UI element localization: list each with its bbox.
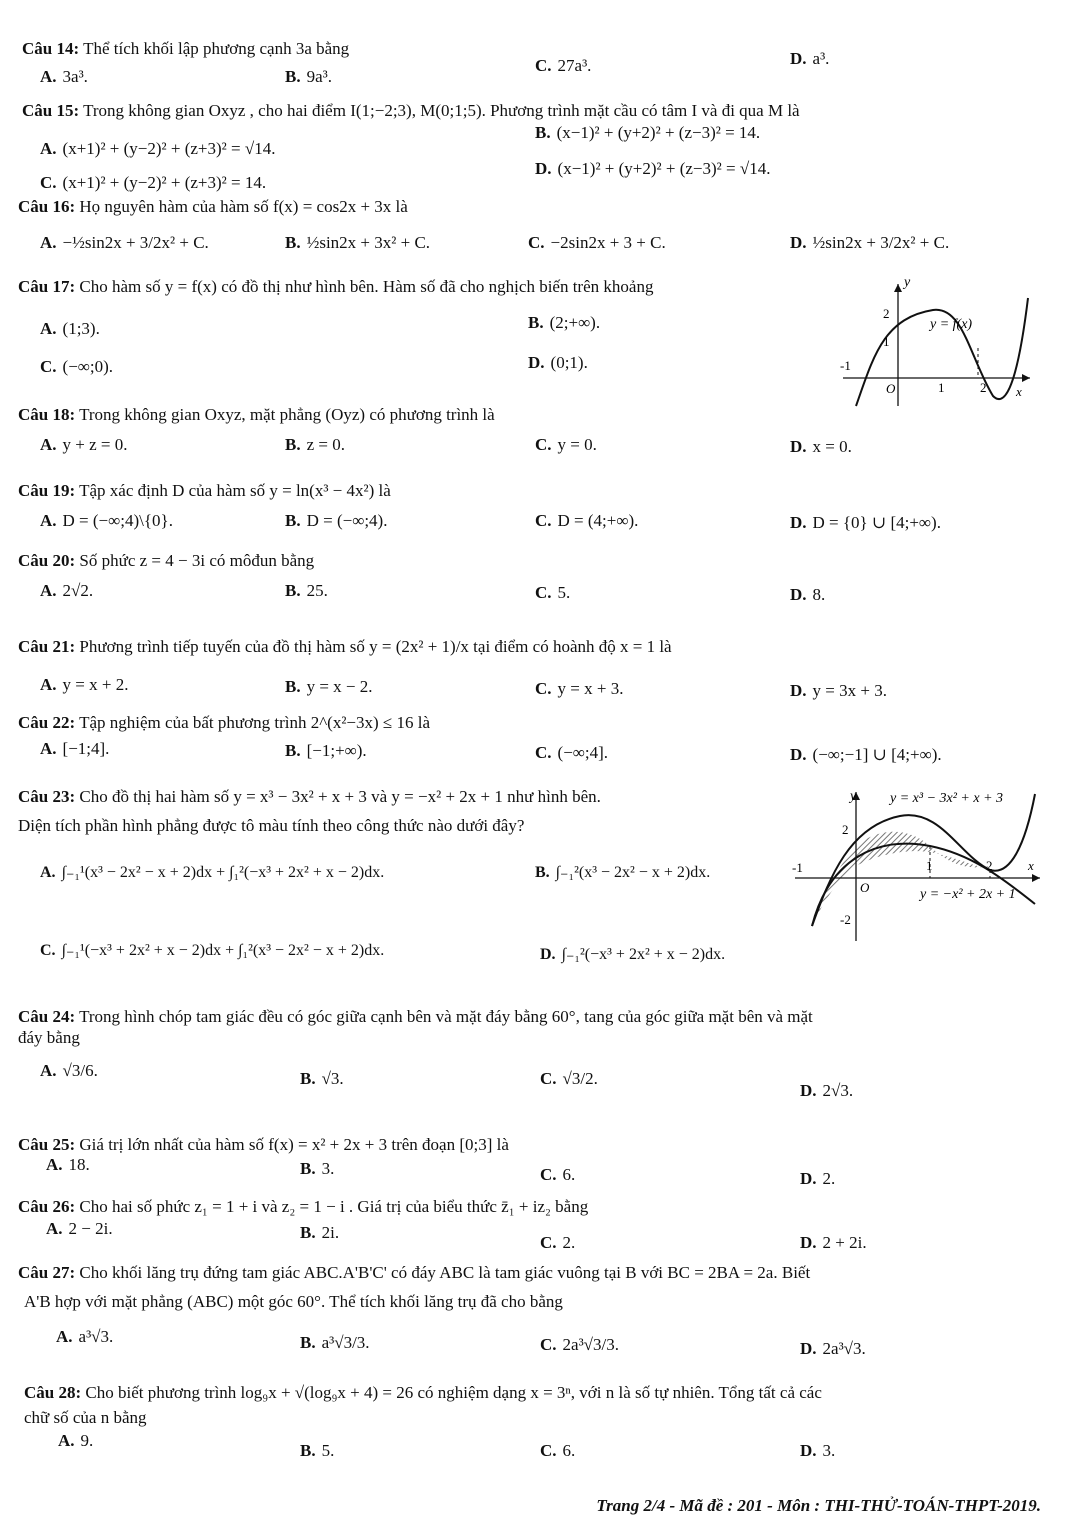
y-axis-arrow (894, 284, 902, 292)
option-d[interactable]: D. 2a³√3. (800, 1339, 866, 1358)
graph-q23 (790, 786, 1050, 946)
option-a[interactable]: A. a³√3. (56, 1327, 114, 1346)
tick-y2: 2 (842, 822, 849, 837)
option-d[interactable]: D. 3. (800, 1441, 836, 1460)
tick-y2: 2 (883, 306, 890, 321)
option-a[interactable]: A. 18. (46, 1155, 90, 1174)
option-d[interactable]: D. D = {0} ∪ [4;+∞). (790, 513, 941, 532)
question-22: Câu 22: Tập nghiệm của bất phương trình 2^(x²−3x) ≤ 16 là (18, 713, 431, 732)
option-b[interactable]: B. 25. (285, 581, 328, 600)
option-a[interactable]: A. (1;3). (40, 319, 100, 338)
question-15: Câu 15: Trong không gian Oxyz , cho hai điểm I(1;−2;3), M(0;1;5). Phương trình mặt cầu có tâm I và đi qua M là (22, 101, 800, 120)
option-a[interactable]: A. ∫₋₁¹(x³ − 2x² − x + 2)dx + ∫₁²(−x³ + 2x² + x − 2)dx. (40, 864, 385, 881)
x-label: x (1016, 384, 1022, 399)
option-a[interactable]: A. D = (−∞;4)\{0}. (40, 511, 173, 530)
page-footer: Trang 2/4 - Mã đề : 201 - Môn : THI-THỬ-TOÁN-THPT-2019. (596, 1496, 1041, 1515)
option-d[interactable]: D. x = 0. (790, 437, 852, 456)
option-d[interactable]: D. 2 + 2i. (800, 1233, 867, 1252)
option-a[interactable]: A. [−1;4]. (40, 739, 110, 758)
option-b[interactable]: B. ∫₋₁²(x³ − 2x² − x + 2)dx. (535, 864, 711, 881)
option-b[interactable]: B. ½sin2x + 3x² + C. (285, 233, 431, 252)
tick-x1: 1 (938, 380, 945, 395)
question-number: Câu 14: (22, 39, 80, 58)
option-b[interactable]: B. a³√3/3. (300, 1333, 370, 1352)
question-19: Câu 19: Tập xác định D của hàm số y = ln(x³ − 4x²) là (18, 481, 391, 500)
question-25: Câu 25: Giá trị lớn nhất của hàm số f(x) = x² + 2x + 3 trên đoạn [0;3] là (18, 1135, 509, 1154)
option-d[interactable]: D. ½sin2x + 3/2x² + C. (790, 233, 950, 252)
option-b[interactable]: B. [−1;+∞). (285, 741, 367, 760)
option-a[interactable]: A. 3a³. (40, 67, 88, 86)
option-c[interactable]: C. y = 0. (535, 435, 597, 454)
option-c[interactable]: C. (x+1)² + (y−2)² + (z+3)² = 14. (40, 173, 267, 192)
question-17: Câu 17: Cho hàm số y = f(x) có đồ thị như hình bên. Hàm số đã cho nghịch biến trên khoảng (18, 277, 654, 296)
option-d[interactable]: D. 2. (800, 1169, 836, 1188)
option-c[interactable]: C. D = (4;+∞). (535, 511, 639, 530)
option-c[interactable]: C. 5. (535, 583, 571, 602)
origin-label: O (860, 880, 870, 895)
tick-xm1: -1 (840, 358, 851, 373)
option-c[interactable]: C. ∫₋₁¹(−x³ + 2x² + x − 2)dx + ∫₁²(x³ − 2x² − x + 2)dx. (40, 942, 385, 959)
option-c[interactable]: C. −2sin2x + 3 + C. (528, 233, 666, 252)
option-a[interactable]: A. −½sin2x + 3/2x² + C. (40, 233, 209, 252)
tick-xm1: -1 (792, 860, 803, 875)
x-label: x (1028, 858, 1034, 873)
question-26: Câu 26: Cho hai số phức z₁ = 1 + i và z₂ = 1 − i . Giá trị của biểu thức z̄₁ + iz₂ bằng (18, 1197, 589, 1216)
x-axis-arrow (1032, 874, 1040, 882)
option-d[interactable]: D. (x−1)² + (y+2)² + (z−3)² = √14. (535, 159, 771, 178)
option-d[interactable]: D. ∫₋₁²(−x³ + 2x² + x − 2)dx. (540, 946, 726, 963)
option-a[interactable]: A. (x+1)² + (y−2)² + (z+3)² = √14. (40, 139, 276, 158)
option-b[interactable]: B. z = 0. (285, 435, 345, 454)
tick-x1: 1 (926, 858, 933, 873)
option-d[interactable]: D. (−∞;−1] ∪ [4;+∞). (790, 745, 942, 764)
question-24-text2: đáy bằng (18, 1028, 80, 1047)
question-18: Câu 18: Trong không gian Oxyz, mặt phẳng (Oyz) có phương trình là (18, 405, 495, 424)
bottom-label: y = −x² + 2x + 1 (920, 887, 1016, 902)
option-a[interactable]: A. y + z = 0. (40, 435, 128, 454)
option-a[interactable]: A. 9. (58, 1431, 94, 1450)
tick-ym2: -2 (840, 912, 851, 927)
option-c[interactable]: C. 6. (540, 1441, 576, 1460)
option-c[interactable]: C. (−∞;0). (40, 357, 114, 376)
question-14 (22, 38, 349, 60)
option-b[interactable]: B. 5. (300, 1441, 335, 1460)
option-c[interactable]: C. 2a³√3/3. (540, 1335, 619, 1354)
y-label: y (850, 789, 857, 804)
shaded-region (812, 832, 990, 926)
option-b[interactable]: B. (2;+∞). (528, 313, 601, 332)
option-b[interactable]: B. √3. (300, 1069, 344, 1088)
tick-y1: 1 (883, 334, 890, 349)
option-b[interactable]: B. (x−1)² + (y+2)² + (z−3)² = 14. (535, 123, 761, 142)
option-d[interactable]: D. a³. (790, 49, 830, 68)
question-28: Câu 28: Cho biết phương trình log₉x + √(log₉x + 4) = 26 có nghiệm dạng x = 3ⁿ, với n là số tự nhiên. Tổng tất cả các (24, 1383, 822, 1402)
question-24: Câu 24: Trong hình chóp tam giác đều có góc giữa cạnh bên và mặt đáy bằng 60°, tang của góc giữa mặt bên và mặt (18, 1007, 813, 1026)
option-d[interactable]: D. 8. (790, 585, 826, 604)
option-b[interactable]: B. y = x − 2. (285, 677, 373, 696)
question-20: Câu 20: Số phức z = 4 − 3i có môđun bằng (18, 551, 315, 570)
graph-q17 (838, 278, 1038, 410)
option-c[interactable]: C. 27a³. (535, 56, 592, 75)
option-a[interactable]: A. y = x + 2. (40, 675, 129, 694)
option-b[interactable]: B. 9a³. (285, 67, 332, 86)
question-28-text2: chữ số của n bằng (24, 1408, 147, 1427)
question-21: Câu 21: Phương trình tiếp tuyến của đồ thị hàm số y = (2x² + 1)/x tại điểm có hoành độ x = 1 là (18, 637, 672, 656)
question-27: Câu 27: Cho khối lăng trụ đứng tam giác ABC.A'B'C' có đáy ABC là tam giác vuông tại B với BC = 2BA = 2a. Biết (18, 1263, 811, 1282)
option-d[interactable]: D. y = 3x + 3. (790, 681, 887, 700)
question-23: Câu 23: Cho đồ thị hai hàm số y = x³ − 3x² + x + 3 và y = −x² + 2x + 1 như hình bên. (18, 787, 601, 806)
option-c[interactable]: C. √3/2. (540, 1069, 598, 1088)
option-c[interactable]: C. y = x + 3. (535, 679, 624, 698)
tick-x2: 2 (980, 380, 987, 395)
option-d[interactable]: D. (0;1). (528, 353, 588, 372)
question-text: Thể tích khối lập phương cạnh 3a bằng (83, 39, 350, 58)
option-c[interactable]: C. 6. (540, 1165, 576, 1184)
option-c[interactable]: C. 2. (540, 1233, 576, 1252)
y-label: y (904, 278, 911, 290)
question-27-text2: A'B hợp với mặt phẳng (ABC) một góc 60°. Thể tích khối lăng trụ đã cho bằng (24, 1292, 563, 1311)
option-c[interactable]: C. (−∞;4]. (535, 743, 609, 762)
option-b[interactable]: B. 3. (300, 1159, 335, 1178)
tick-x2: 2 (986, 858, 993, 873)
option-b[interactable]: B. D = (−∞;4). (285, 511, 388, 530)
option-a[interactable]: A. 2√2. (40, 581, 94, 600)
option-d[interactable]: D. 2√3. (800, 1081, 854, 1100)
question-23-text2: Diện tích phần hình phẳng được tô màu tính theo công thức nào dưới đây? (18, 816, 525, 835)
option-b[interactable]: B. 2i. (300, 1223, 340, 1242)
top-label: y = x³ − 3x² + x + 3 (890, 791, 1004, 806)
x-axis-arrow (1022, 374, 1030, 382)
origin-label: O (886, 381, 896, 396)
option-a[interactable]: A. √3/6. (40, 1061, 98, 1080)
question-16: Câu 16: Họ nguyên hàm của hàm số f(x) = cos2x + 3x là (18, 197, 408, 216)
fn-label: y = f(x) (930, 317, 973, 332)
option-a[interactable]: A. 2 − 2i. (46, 1219, 113, 1238)
